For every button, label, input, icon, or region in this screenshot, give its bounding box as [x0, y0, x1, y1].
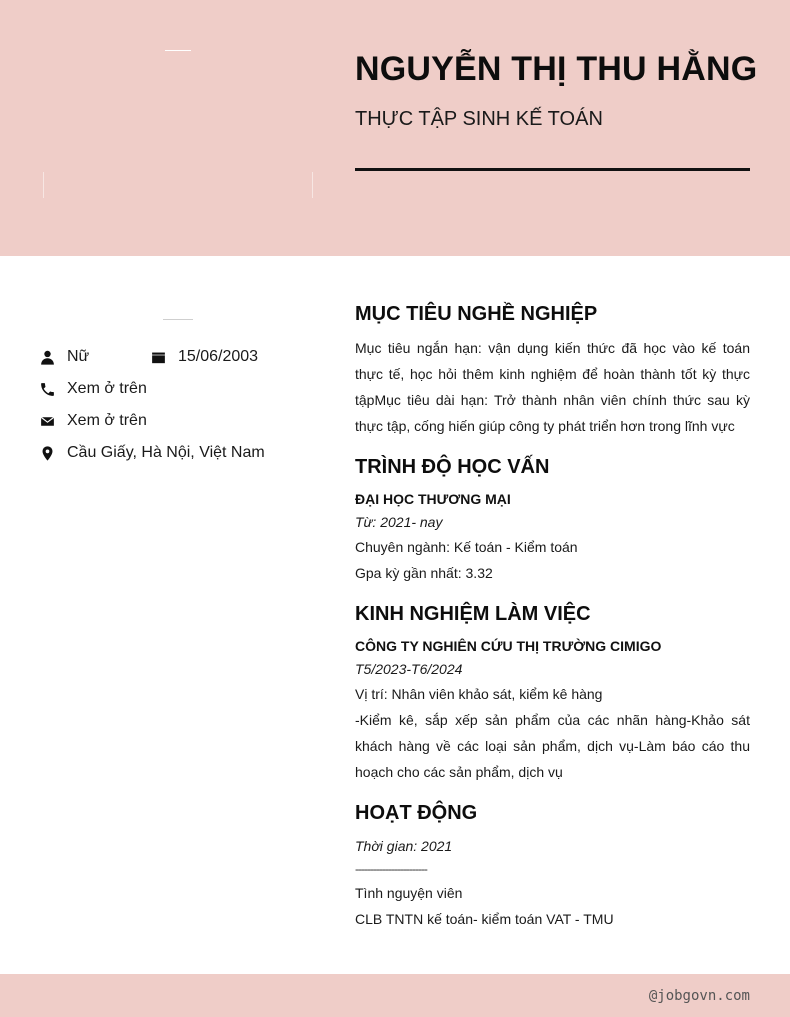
activity-period: Thời gian: 2021	[355, 838, 453, 854]
location-pin-icon	[37, 443, 57, 463]
header-divider	[355, 168, 750, 171]
experience-section	[355, 600, 750, 785]
section-title: HOẠT ĐỘNG	[355, 802, 478, 824]
avatar	[43, 50, 313, 198]
watermark: @jobgovn.com	[648, 988, 750, 1004]
activity-role: Tình nguyện viên	[355, 885, 463, 901]
email-value[interactable]: Xem ở trên	[67, 412, 147, 429]
header-banner	[0, 0, 790, 256]
candidate-name: NGUYỄN THỊ THU HẰNG	[355, 50, 758, 88]
experience-description: -Kiểm kê, sắp xếp sản phẩm của các nhãn hàng-Khảo sát khách hàng về các loại sản phẩm, dịch vụ-Làm báo cáo thu hoạch cho các sản phẩm, dịch vụ	[355, 712, 750, 780]
education-period: Từ: 2021- nay	[355, 514, 443, 530]
avatar-frame-mark	[165, 50, 191, 51]
education-major: Chuyên ngành: Kế toán - Kiểm toán	[355, 539, 578, 555]
sidebar-divider	[163, 319, 193, 320]
objective-text: Mục tiêu ngắn hạn: vận dụng kiến thức đã học vào kế toán thực tế, học hỏi thêm kinh nghiệm để hoàn thành tốt kỳ thực tậpMục tiêu dài hạn: Trở thành nhân viên chính thức sau kỳ thực tập, cống hiến giúp công ty phát triển hơn trong lĩnh vực	[355, 340, 750, 434]
contact-row-phone	[37, 373, 327, 405]
activity-separator: ------------------------	[355, 862, 427, 876]
education-gpa: Gpa kỳ gần nhất: 3.32	[355, 565, 493, 581]
birthday-item	[148, 347, 258, 367]
experience-period: T5/2023-T6/2024	[355, 661, 463, 677]
contact-row-email	[37, 405, 327, 437]
phone-icon	[37, 379, 57, 399]
section-title: MỤC TIÊU NGHỀ NGHIỆP	[355, 303, 598, 325]
footer-bar	[0, 974, 790, 1017]
person-icon	[37, 347, 57, 367]
school-name: ĐẠI HỌC THƯƠNG MẠI	[355, 491, 511, 507]
avatar-frame-mark	[43, 172, 44, 198]
phone-value[interactable]: Xem ở trên	[67, 380, 147, 397]
experience-position: Vị trí: Nhân viên khảo sát, kiểm kê hàng	[355, 686, 603, 702]
activity-club: CLB TNTN kế toán- kiểm toán VAT - TMU	[355, 911, 614, 927]
section-title: KINH NGHIỆM LÀM VIỆC	[355, 603, 591, 625]
birthday-value: 15/06/2003	[178, 348, 259, 365]
section-title: TRÌNH ĐỘ HỌC VẤN	[355, 456, 550, 478]
contact-row-personal	[37, 341, 327, 373]
main-content	[355, 300, 750, 946]
job-title: THỰC TẬP SINH KẾ TOÁN	[355, 108, 603, 130]
contact-info	[37, 341, 327, 469]
calendar-icon	[148, 347, 168, 367]
company-name: CÔNG TY NGHIÊN CỨU THỊ TRƯỜNG CIMIGO	[355, 638, 662, 654]
education-section	[355, 453, 750, 586]
avatar-frame-mark	[312, 172, 313, 198]
activities-section	[355, 799, 750, 932]
envelope-icon	[37, 411, 57, 431]
gender-item	[37, 347, 89, 367]
gender-value: Nữ	[67, 348, 90, 365]
objective-section	[355, 300, 750, 439]
address-value: Cầu Giấy, Hà Nội, Việt Nam	[67, 444, 265, 461]
contact-row-address	[37, 437, 327, 469]
